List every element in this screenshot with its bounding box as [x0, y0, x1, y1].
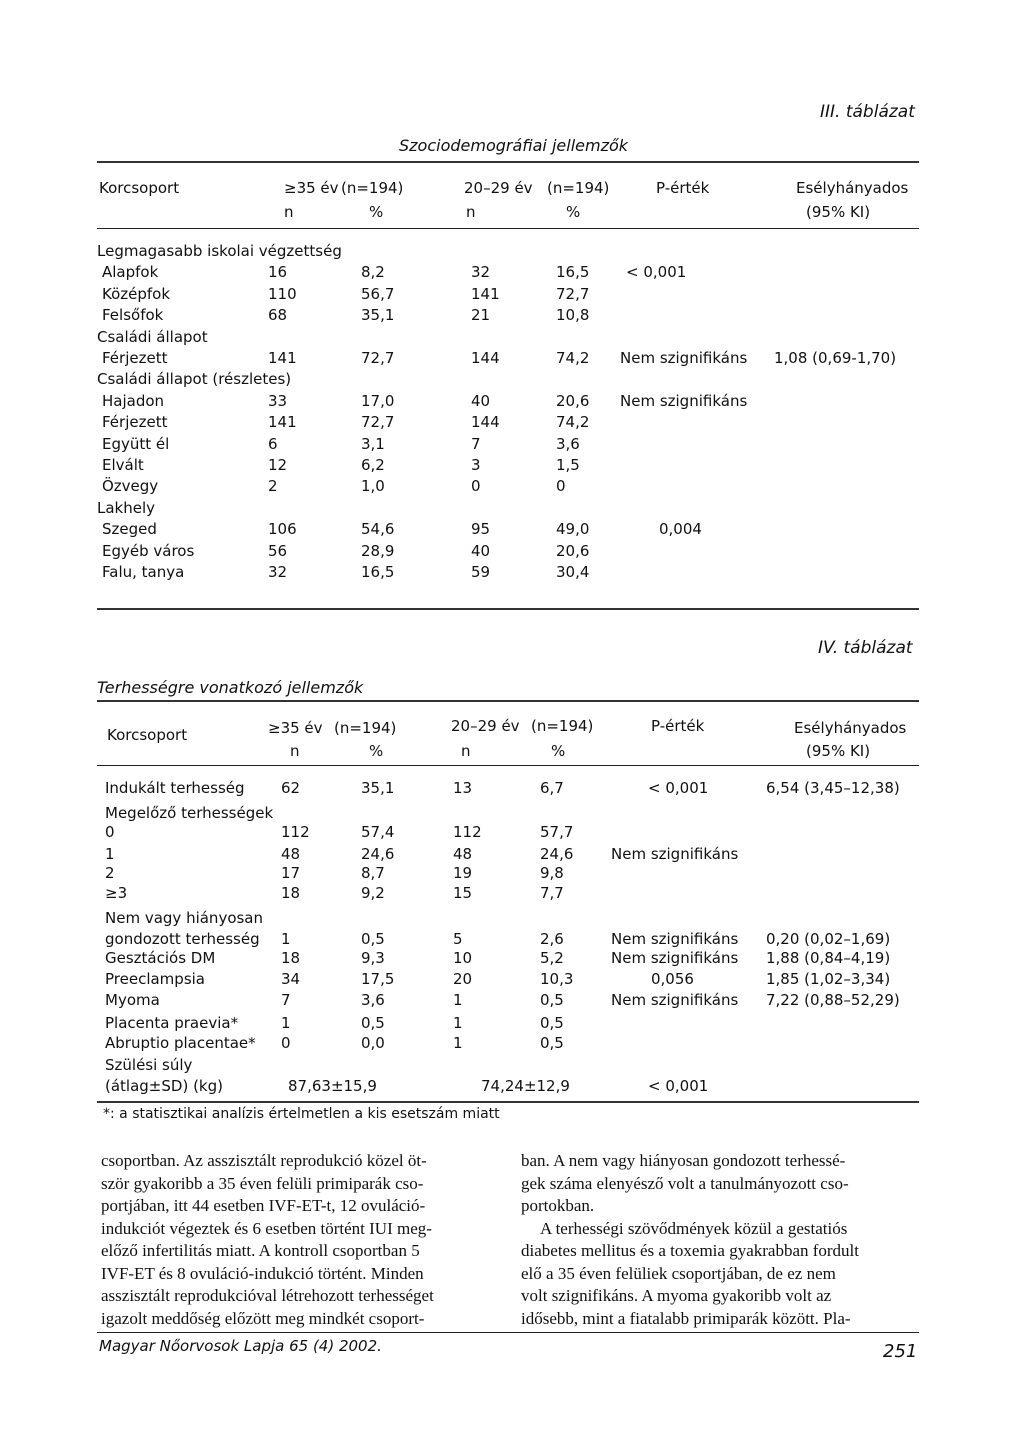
table4-cell-weight-older: 87,63±15,9 [288, 1077, 377, 1095]
table3-header-grp1: ≥35 év [284, 179, 339, 197]
table4-cell-p1: 3,6 [361, 991, 385, 1009]
table4-cell-p2: 2,6 [540, 930, 564, 948]
body-left-line: indukciót végeztek és 6 esetben történt IUI meg- [101, 1219, 432, 1238]
table4-header-pval: P-érték [651, 717, 705, 735]
table3-cell-p2: 20,6 [556, 542, 590, 560]
table4-footnote: *: a statisztikai analízis értelmetlen a kis esetszám miatt [103, 1106, 500, 1122]
table3-top-rule [97, 161, 919, 163]
table3-cell-n2: 3 [471, 456, 481, 474]
table3-cell-n1: 33 [268, 392, 288, 410]
table4-cell-n2: 13 [453, 779, 473, 797]
body-left-line: asszisztált reprodukcióval létrehozott terhességet [101, 1286, 434, 1305]
table4-cell-p1: 57,4 [361, 823, 395, 841]
table4-cell-n2: 5 [453, 930, 463, 948]
table4-cell-p2: 10,3 [540, 970, 574, 988]
table3-cell-n1: 141 [268, 413, 297, 431]
body-right-line: ban. A nem vagy hiányosan gondozott terhessé- [521, 1151, 846, 1170]
table4-row-label: (átlag±SD) (kg) [105, 1077, 223, 1095]
table4-row-label: Abruptio placentae* [105, 1034, 256, 1052]
table4-cell-n2: 19 [453, 864, 473, 882]
table4-row-label: Szülési súly [105, 1056, 193, 1074]
footer-page-number: 251 [883, 1341, 918, 1362]
table3-header-n1: n [284, 203, 294, 221]
table4-cell-n1: 1 [281, 930, 291, 948]
table3-row-label: Együtt él [102, 435, 170, 453]
table3-cell-n1: 110 [268, 285, 297, 303]
table4-cell-n1: 0 [281, 1034, 291, 1052]
table3-cell-pv: Nem szignifikáns [620, 349, 748, 367]
table4-cell-p1: 17,5 [361, 970, 395, 988]
table4-header-grp1-n: (n=194) [334, 719, 397, 737]
table4-cell-p1: 8,7 [361, 864, 385, 882]
table4-cell-p2: 0,5 [540, 991, 564, 1009]
table3-cell-n1: 12 [268, 456, 288, 474]
table3-cell-n1: 106 [268, 520, 297, 538]
table3-section-heading: Lakhely [97, 499, 156, 517]
table3-cell-or: 1,08 (0,69-1,70) [774, 349, 897, 367]
table3-cell-n2: 40 [471, 392, 491, 410]
table3-cell-p1: 28,9 [361, 542, 395, 560]
table4-row-label: 2 [105, 864, 115, 882]
table4-cell-pv: Nem szignifikáns [611, 991, 739, 1009]
table3-row-label: Férjezett [102, 349, 168, 367]
table3-cell-p2: 0 [556, 477, 566, 495]
table4-cell-n2: 112 [453, 823, 482, 841]
table4-cell-or: 1,88 (0,84–4,19) [766, 949, 891, 967]
table3-row-label: Szeged [102, 520, 157, 538]
table3-cell-p2: 16,5 [556, 263, 590, 281]
table4-header-n2: n [461, 742, 471, 760]
table3-cell-n2: 59 [471, 563, 491, 581]
table3-header-pct1: % [369, 203, 384, 221]
table4-cell-pv: Nem szignifikáns [611, 930, 739, 948]
body-right-line: diabetes mellitus és a toxemia gyakrabban fordult [521, 1241, 860, 1260]
body-left-line: igazolt meddőség előzött meg mindkét csoport- [101, 1309, 425, 1328]
table4-row-label: gondozott terhesség [105, 930, 260, 948]
table4-label: IV. táblázat [818, 638, 913, 658]
table3-cell-pv: Nem szignifikáns [620, 392, 748, 410]
table4-cell-or: 7,22 (0,88–52,29) [766, 991, 900, 1009]
table3-cell-n2: 144 [471, 413, 500, 431]
table3-header-n2: n [466, 203, 476, 221]
table3-cell-p2: 74,2 [556, 349, 590, 367]
table3-cell-p1: 72,7 [361, 413, 395, 431]
table4-cell-p1: 9,2 [361, 884, 385, 902]
table4-cell-n1: 1 [281, 1014, 291, 1032]
body-left-line: előző infertilitás miatt. A kontroll csoportban 5 [101, 1241, 420, 1260]
table3-cell-p1: 72,7 [361, 349, 395, 367]
table3-cell-p1: 6,2 [361, 456, 385, 474]
table4-cell-n2: 1 [453, 1014, 463, 1032]
table3-cell-p1: 1,0 [361, 477, 385, 495]
table4-cell-p1: 35,1 [361, 779, 395, 797]
table4-cell-n1: 18 [281, 949, 301, 967]
table4-row-label: Nem vagy hiányosan [105, 909, 264, 927]
body-left-line: IVF-ET és 8 ovuláció-indukció történt. Minden [101, 1264, 424, 1283]
table4-cell-p2: 6,7 [540, 779, 564, 797]
table4-cell-n2: 20 [453, 970, 473, 988]
table3-cell-n1: 56 [268, 542, 288, 560]
table4-header-pct2: % [551, 742, 566, 760]
table4-header-grp1: ≥35 év [268, 719, 323, 737]
table3-row-label: Felsőfok [102, 306, 164, 324]
body-right-line: gek száma elenyésző volt a tanulmányozott cso- [521, 1174, 849, 1193]
table3-header-grp2: 20–29 év [464, 179, 533, 197]
table4-cell-n1: 7 [281, 991, 291, 1009]
table3-cell-n2: 7 [471, 435, 481, 453]
table4-header-or-ci: (95% KI) [806, 742, 871, 760]
table3-cell-p2: 20,6 [556, 392, 590, 410]
body-left-line: ször gyakoribb a 35 éven felüli primiparák cso- [101, 1174, 424, 1193]
table4-header-korcsoport: Korcsoport [107, 726, 188, 744]
table4-cell-p1: 0,5 [361, 1014, 385, 1032]
table3-header-grp2-n: (n=194) [547, 179, 610, 197]
table4-header-rule [97, 765, 919, 766]
table4-cell-pv: Nem szignifikáns [611, 845, 739, 863]
table3-cell-p2: 74,2 [556, 413, 590, 431]
table3-cell-p1: 54,6 [361, 520, 395, 538]
table4-cell-p2: 0,5 [540, 1034, 564, 1052]
table3-cell-n2: 95 [471, 520, 491, 538]
table4-row-label: Megelőző terhességek [105, 804, 274, 822]
body-right-line: A terhességi szövődmények közül a gestatiós [540, 1219, 848, 1238]
table3-section-heading: Családi állapot (részletes) [97, 370, 292, 388]
table3-cell-p2: 3,6 [556, 435, 580, 453]
table3-header-pct2: % [566, 203, 581, 221]
table3-cell-p1: 35,1 [361, 306, 395, 324]
table3-header-pval: P-érték [656, 179, 710, 197]
table4-cell-n1: 17 [281, 864, 301, 882]
table4-cell-n1: 48 [281, 845, 301, 863]
table4-cell-or: 1,85 (1,02–3,34) [766, 970, 891, 988]
table4-cell-p1: 0,5 [361, 930, 385, 948]
table4-cell-p1: 0,0 [361, 1034, 385, 1052]
table3-header-or-ci: (95% KI) [806, 203, 871, 221]
table4-row-label: Myoma [105, 991, 160, 1009]
table3-header-or: Esélyhányados [796, 179, 909, 197]
table4-cell-p2: 5,2 [540, 949, 564, 967]
table4-header-grp2: 20–29 év [451, 717, 520, 735]
table4-row-label: Preeclampsia [105, 970, 205, 988]
table4-cell-p1: 9,3 [361, 949, 385, 967]
table4-cell-p1: 24,6 [361, 845, 395, 863]
table4-cell-p2: 57,7 [540, 823, 574, 841]
table4-cell-or: 0,20 (0,02–1,69) [766, 930, 891, 948]
table4-row-label: Gesztációs DM [105, 949, 216, 967]
table3-cell-n2: 141 [471, 285, 500, 303]
body-right-line: elő a 35 éven felüliek csoportjában, de ez nem [521, 1264, 836, 1283]
table4-cell-p2: 9,8 [540, 864, 564, 882]
table3-cell-pv: 0,004 [659, 520, 702, 538]
table3-cell-p2: 1,5 [556, 456, 580, 474]
table3-cell-n1: 6 [268, 435, 278, 453]
table4-cell-n1: 112 [281, 823, 310, 841]
table4-cell-n2: 1 [453, 1034, 463, 1052]
table3-bottom-rule [97, 608, 919, 610]
table4-header-grp2-n: (n=194) [531, 717, 594, 735]
table3-row-label: Elvált [102, 456, 144, 474]
table3-label: III. táblázat [820, 102, 915, 122]
body-right-line: volt szignifikáns. A myoma gyakoribb volt az [521, 1286, 832, 1305]
table3-cell-p1: 17,0 [361, 392, 395, 410]
table3-cell-n2: 0 [471, 477, 481, 495]
table3-cell-p1: 8,2 [361, 263, 385, 281]
table3-cell-n1: 32 [268, 563, 288, 581]
table3-title: Szociodemográfiai jellemzők [399, 136, 629, 155]
table4-cell-pv: < 0,001 [648, 1077, 709, 1095]
table4-header-or: Esélyhányados [794, 719, 907, 737]
footer-rule [97, 1332, 919, 1333]
table4-row-label: Indukált terhesség [105, 779, 245, 797]
table4-cell-n2: 15 [453, 884, 473, 902]
table4-cell-pv: < 0,001 [648, 779, 709, 797]
table4-cell-or: 6,54 (3,45–12,38) [766, 779, 900, 797]
table3-cell-p1: 3,1 [361, 435, 385, 453]
table4-cell-n2: 1 [453, 991, 463, 1009]
table4-title: Terhességre vonatkozó jellemzők [97, 678, 364, 697]
table3-cell-n2: 144 [471, 349, 500, 367]
table4-cell-pv: 0,056 [651, 970, 694, 988]
table3-row-label: Hajadon [102, 392, 165, 410]
table4-row-label: Placenta praevia* [105, 1014, 239, 1032]
table3-header-rule [97, 228, 919, 229]
body-right-line: portokban. [521, 1196, 595, 1215]
table3-cell-p1: 56,7 [361, 285, 395, 303]
table3-header-korcsoport: Korcsoport [99, 179, 180, 197]
table3-cell-p2: 30,4 [556, 563, 590, 581]
table3-cell-p2: 49,0 [556, 520, 590, 538]
table4-cell-pv: Nem szignifikáns [611, 949, 739, 967]
table3-cell-n1: 16 [268, 263, 288, 281]
table4-cell-weight-younger: 74,24±12,9 [481, 1077, 570, 1095]
table4-top-rule [97, 700, 919, 702]
body-left-line: csoportban. Az asszisztált reprodukció közel öt- [101, 1151, 427, 1170]
table4-cell-p2: 0,5 [540, 1014, 564, 1032]
table3-cell-n2: 21 [471, 306, 491, 324]
table4-cell-n2: 10 [453, 949, 473, 967]
body-right-line: idősebb, mint a fiatalabb primiparák között. Pla- [521, 1309, 851, 1328]
table3-cell-p2: 72,7 [556, 285, 590, 303]
table4-row-label: ≥3 [105, 884, 128, 902]
table3-cell-n1: 68 [268, 306, 288, 324]
body-left-line: portjában, itt 44 esetben IVF-ET-t, 12 ovuláció- [101, 1196, 426, 1215]
table4-bottom-rule [97, 1101, 919, 1103]
table4-row-label: 0 [105, 823, 115, 841]
footer-journal: Magyar Nőorvosok Lapja 65 (4) 2002. [99, 1337, 382, 1355]
table3-header-grp1-n: (n=194) [341, 179, 404, 197]
table3-row-label: Alapfok [102, 263, 159, 281]
table3-section-heading: Legmagasabb iskolai végzettség [97, 242, 342, 260]
table4-cell-n1: 34 [281, 970, 301, 988]
table3-row-label: Középfok [102, 285, 171, 303]
table3-row-label: Egyéb város [102, 542, 195, 560]
table3-cell-n1: 2 [268, 477, 278, 495]
table4-row-label: 1 [105, 845, 115, 863]
table3-row-label: Özvegy [102, 477, 159, 495]
table4-cell-n2: 48 [453, 845, 473, 863]
table4-cell-n1: 62 [281, 779, 301, 797]
table3-section-heading: Családi állapot [97, 328, 208, 346]
table4-header-pct1: % [369, 742, 384, 760]
table3-cell-p1: 16,5 [361, 563, 395, 581]
table3-cell-n1: 141 [268, 349, 297, 367]
table4-cell-p2: 7,7 [540, 884, 564, 902]
table3-cell-p2: 10,8 [556, 306, 590, 324]
table3-row-label: Falu, tanya [102, 563, 185, 581]
table3-row-label: Férjezett [102, 413, 168, 431]
table3-cell-pv: < 0,001 [626, 263, 687, 281]
table3-cell-n2: 40 [471, 542, 491, 560]
table3-cell-n2: 32 [471, 263, 491, 281]
table4-cell-p2: 24,6 [540, 845, 574, 863]
table4-header-n1: n [290, 742, 300, 760]
table4-cell-n1: 18 [281, 884, 301, 902]
